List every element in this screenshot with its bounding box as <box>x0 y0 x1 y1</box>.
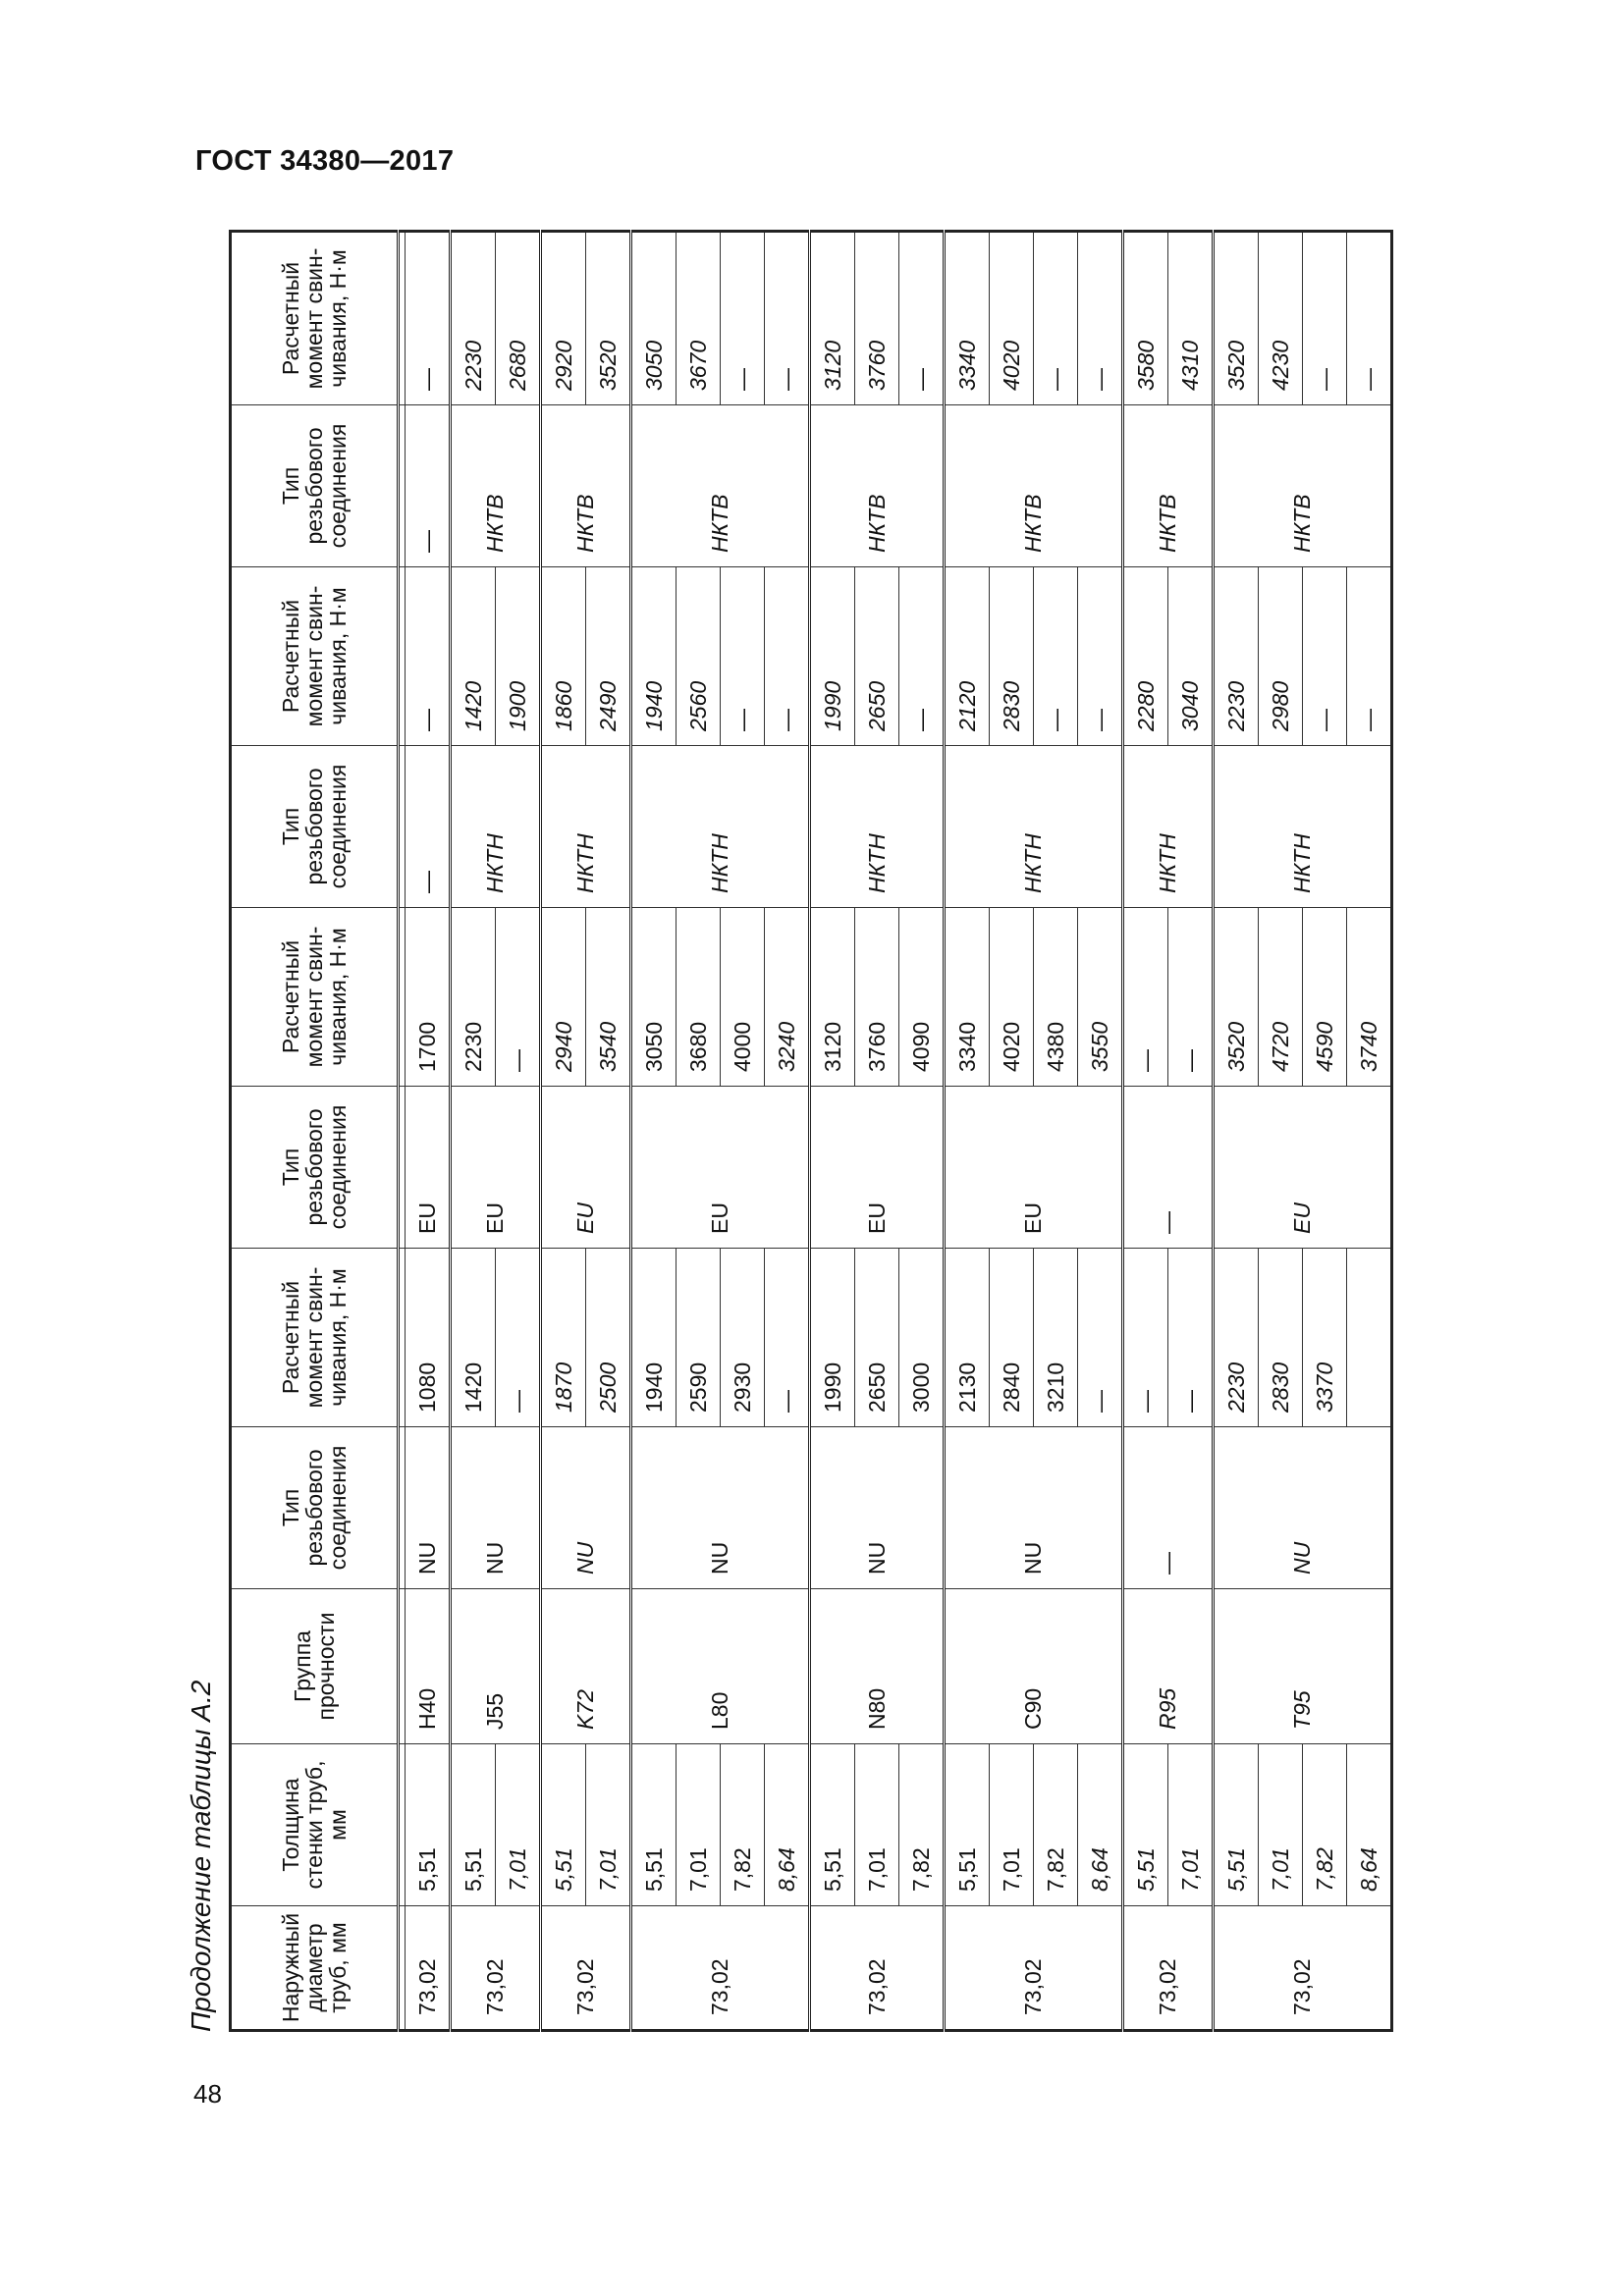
makeup-torque-1-cell: 1940 <box>631 1249 677 1427</box>
header-makeup-torque-2: Расчетный момент свин-чивания, Н·м <box>231 908 399 1087</box>
makeup-torque-2-cell: 4380 <box>1034 908 1078 1087</box>
thread-type-1-cell: NU <box>1214 1427 1392 1589</box>
thread-type-3-cell: НКТН <box>1214 746 1392 908</box>
makeup-torque-1-cell: — <box>765 1249 810 1427</box>
makeup-torque-2-cell: 3120 <box>810 908 855 1087</box>
table-row <box>631 232 677 2031</box>
strength-grade-cell: R95 <box>1123 1589 1214 1744</box>
makeup-torque-2-cell: 3050 <box>631 908 677 1087</box>
thread-type-2-cell: EU <box>631 1087 810 1249</box>
makeup-torque-1-cell: 2650 <box>855 1249 899 1427</box>
makeup-torque-1-cell: 2840 <box>990 1249 1034 1427</box>
makeup-torque-4-cell: 3580 <box>1123 232 1168 405</box>
thread-type-3-cell: НКТН <box>1123 746 1214 908</box>
thread-type-4-cell: НКТВ <box>1123 405 1214 567</box>
makeup-torque-3-cell: 2490 <box>586 567 631 746</box>
makeup-torque-4-cell: — <box>765 232 810 405</box>
makeup-torque-2-cell: 1700 <box>406 908 451 1087</box>
outer-diameter-cell: 73,02 <box>1214 1906 1392 2031</box>
makeup-torque-3-cell: 1420 <box>451 567 496 746</box>
table-row <box>945 232 990 2031</box>
table-row <box>406 232 451 2031</box>
makeup-torque-2-cell: 2940 <box>541 908 586 1087</box>
thread-type-3-cell: — <box>406 746 451 908</box>
thread-type-4-cell: — <box>406 405 451 567</box>
makeup-torque-3-cell: 2830 <box>990 567 1034 746</box>
table-group <box>945 232 1123 2031</box>
makeup-torque-1-cell: 1870 <box>541 1249 586 1427</box>
thread-type-3-cell: НКТН <box>631 746 810 908</box>
makeup-torque-2-cell: 4590 <box>1303 908 1347 1087</box>
makeup-torque-3-cell: 1990 <box>810 567 855 746</box>
thread-type-2-cell: EU <box>406 1087 451 1249</box>
table-row <box>451 232 496 2031</box>
makeup-torque-1-cell: 3210 <box>1034 1249 1078 1427</box>
makeup-torque-4-cell: — <box>899 232 945 405</box>
strength-grade-cell: C90 <box>945 1589 1123 1744</box>
torque-table <box>229 230 1393 2032</box>
header-strength-grade: Группа прочности <box>231 1589 399 1744</box>
makeup-torque-1-cell: 3000 <box>899 1249 945 1427</box>
makeup-torque-2-cell: 3520 <box>1214 908 1259 1087</box>
thread-type-2-cell: EU <box>945 1087 1123 1249</box>
makeup-torque-2-cell: 3760 <box>855 908 899 1087</box>
strength-grade-cell: L80 <box>631 1589 810 1744</box>
makeup-torque-1-cell <box>1347 1249 1392 1427</box>
thread-type-1-cell: NU <box>451 1427 541 1589</box>
thread-type-1-cell: NU <box>406 1427 451 1589</box>
makeup-torque-4-cell: — <box>1303 232 1347 405</box>
thread-type-1-cell: — <box>1123 1427 1214 1589</box>
wall-thickness-cell: 8,64 <box>765 1744 810 1906</box>
makeup-torque-1-cell: 2830 <box>1259 1249 1303 1427</box>
wall-thickness-cell: 8,64 <box>1347 1744 1392 1906</box>
table-row <box>1123 232 1168 2031</box>
makeup-torque-1-cell: 2230 <box>1214 1249 1259 1427</box>
makeup-torque-1-cell: 2130 <box>945 1249 990 1427</box>
makeup-torque-2-cell: 4720 <box>1259 908 1303 1087</box>
makeup-torque-2-cell: 3550 <box>1078 908 1123 1087</box>
makeup-torque-1-cell: — <box>1078 1249 1123 1427</box>
header-rule-cell <box>399 1427 406 1589</box>
makeup-torque-3-cell: 2560 <box>677 567 721 746</box>
table-group <box>1123 232 1214 2031</box>
makeup-torque-4-cell: 2680 <box>496 232 541 405</box>
wall-thickness-cell: 7,01 <box>586 1744 631 1906</box>
header-makeup-torque-3: Расчетный момент свин-чивания, Н·м <box>231 567 399 746</box>
strength-grade-cell: N80 <box>810 1589 945 1744</box>
outer-diameter-cell: 73,02 <box>631 1906 810 2031</box>
makeup-torque-3-cell: 2980 <box>1259 567 1303 746</box>
table-group <box>631 232 810 2031</box>
strength-grade-cell: T95 <box>1214 1589 1392 1744</box>
makeup-torque-1-cell: 1990 <box>810 1249 855 1427</box>
makeup-torque-4-cell: 4310 <box>1168 232 1214 405</box>
makeup-torque-1-cell: 2930 <box>721 1249 765 1427</box>
makeup-torque-4-cell: 4020 <box>990 232 1034 405</box>
thread-type-1-cell: NU <box>631 1427 810 1589</box>
wall-thickness-cell: 7,01 <box>1168 1744 1214 1906</box>
thread-type-2-cell: EU <box>541 1087 631 1249</box>
makeup-torque-3-cell: — <box>765 567 810 746</box>
outer-diameter-cell: 73,02 <box>541 1906 631 2031</box>
header-thread-type-4: Тип резьбового соединения <box>231 405 399 567</box>
wall-thickness-cell: 5,51 <box>631 1744 677 1906</box>
wall-thickness-cell: 5,51 <box>945 1744 990 1906</box>
makeup-torque-4-cell: — <box>1034 232 1078 405</box>
page-number: 48 <box>193 2079 222 2109</box>
thread-type-1-cell: NU <box>945 1427 1123 1589</box>
makeup-torque-4-cell: 3520 <box>586 232 631 405</box>
makeup-torque-1-cell: 3370 <box>1303 1249 1347 1427</box>
makeup-torque-4-cell: 3050 <box>631 232 677 405</box>
outer-diameter-cell: 73,02 <box>451 1906 541 2031</box>
makeup-torque-3-cell: 3040 <box>1168 567 1214 746</box>
makeup-torque-3-cell: — <box>899 567 945 746</box>
makeup-torque-2-cell: 4000 <box>721 908 765 1087</box>
header-rule-cell <box>399 1744 406 1906</box>
wall-thickness-cell: 7,01 <box>496 1744 541 1906</box>
wall-thickness-cell: 7,01 <box>990 1744 1034 1906</box>
wall-thickness-cell: 7,01 <box>855 1744 899 1906</box>
wall-thickness-cell: 5,51 <box>541 1744 586 1906</box>
table-row <box>541 232 586 2031</box>
strength-grade-cell: J55 <box>451 1589 541 1744</box>
makeup-torque-1-cell: 2590 <box>677 1249 721 1427</box>
wall-thickness-cell: 5,51 <box>810 1744 855 1906</box>
strength-grade-cell: K72 <box>541 1589 631 1744</box>
makeup-torque-2-cell: — <box>1123 908 1168 1087</box>
wall-thickness-cell: 7,01 <box>677 1744 721 1906</box>
makeup-torque-3-cell: — <box>1347 567 1392 746</box>
header-rule-cell <box>399 1087 406 1249</box>
makeup-torque-4-cell: 3520 <box>1214 232 1259 405</box>
makeup-torque-2-cell: 4020 <box>990 908 1034 1087</box>
header-thread-type-1: Тип резьбового соединения <box>231 1427 399 1589</box>
wall-thickness-cell: 7,82 <box>721 1744 765 1906</box>
header-rule-cell <box>399 232 406 405</box>
makeup-torque-3-cell: 1900 <box>496 567 541 746</box>
thread-type-2-cell: EU <box>810 1087 945 1249</box>
makeup-torque-4-cell: — <box>1347 232 1392 405</box>
thread-type-3-cell: НКТН <box>810 746 945 908</box>
header-rule-cell <box>399 567 406 746</box>
thread-type-2-cell: — <box>1123 1087 1214 1249</box>
header-thread-type-2: Тип резьбового соединения <box>231 1087 399 1249</box>
strength-grade-cell: H40 <box>406 1589 451 1744</box>
makeup-torque-3-cell: 2650 <box>855 567 899 746</box>
header-outer-diameter: Наружный диаметр труб, мм <box>231 1906 399 2031</box>
wall-thickness-cell: 7,82 <box>1303 1744 1347 1906</box>
makeup-torque-1-cell: 1420 <box>451 1249 496 1427</box>
makeup-torque-2-cell: 3680 <box>677 908 721 1087</box>
makeup-torque-2-cell: 3540 <box>586 908 631 1087</box>
wall-thickness-cell: 7,01 <box>1259 1744 1303 1906</box>
makeup-torque-4-cell: — <box>721 232 765 405</box>
table-group <box>810 232 945 2031</box>
makeup-torque-3-cell: 1940 <box>631 567 677 746</box>
makeup-torque-4-cell: 2230 <box>451 232 496 405</box>
makeup-torque-3-cell: — <box>1078 567 1123 746</box>
makeup-torque-1-cell: 2500 <box>586 1249 631 1427</box>
outer-diameter-cell: 73,02 <box>810 1906 945 2031</box>
thread-type-4-cell: НКТВ <box>631 405 810 567</box>
makeup-torque-3-cell: 2230 <box>1214 567 1259 746</box>
makeup-torque-3-cell: 2120 <box>945 567 990 746</box>
wall-thickness-cell: 8,64 <box>1078 1744 1123 1906</box>
standard-header: ГОСТ 34380—2017 <box>195 145 455 177</box>
wall-thickness-cell: 5,51 <box>1123 1744 1168 1906</box>
header-rule-cell <box>399 1589 406 1744</box>
header-rule-cell <box>399 405 406 567</box>
makeup-torque-2-cell: — <box>1168 908 1214 1087</box>
makeup-torque-3-cell: — <box>1034 567 1078 746</box>
thread-type-2-cell: EU <box>451 1087 541 1249</box>
thread-type-4-cell: НКТВ <box>1214 405 1392 567</box>
header-rule-cell <box>399 1906 406 2031</box>
makeup-torque-2-cell: — <box>496 908 541 1087</box>
makeup-torque-4-cell: 2920 <box>541 232 586 405</box>
thread-type-4-cell: НКТВ <box>945 405 1123 567</box>
wall-thickness-cell: 5,51 <box>451 1744 496 1906</box>
makeup-torque-1-cell: — <box>1168 1249 1214 1427</box>
outer-diameter-cell: 73,02 <box>406 1906 451 2031</box>
thread-type-1-cell: NU <box>541 1427 631 1589</box>
thread-type-1-cell: NU <box>810 1427 945 1589</box>
makeup-torque-3-cell: — <box>1303 567 1347 746</box>
thread-type-4-cell: НКТВ <box>451 405 541 567</box>
makeup-torque-1-cell: — <box>1123 1249 1168 1427</box>
wall-thickness-cell: 5,51 <box>406 1744 451 1906</box>
makeup-torque-4-cell: 3340 <box>945 232 990 405</box>
makeup-torque-4-cell: 3120 <box>810 232 855 405</box>
makeup-torque-4-cell: — <box>1078 232 1123 405</box>
makeup-torque-4-cell: 4230 <box>1259 232 1303 405</box>
makeup-torque-4-cell: 3670 <box>677 232 721 405</box>
table-row <box>810 232 855 2031</box>
table-header <box>231 232 406 2031</box>
thread-type-3-cell: НКТН <box>541 746 631 908</box>
makeup-torque-1-cell: 1080 <box>406 1249 451 1427</box>
makeup-torque-2-cell: 4090 <box>899 908 945 1087</box>
makeup-torque-2-cell: 2230 <box>451 908 496 1087</box>
makeup-torque-3-cell: — <box>406 567 451 746</box>
wall-thickness-cell: 7,82 <box>1034 1744 1078 1906</box>
header-rule-cell <box>399 908 406 1087</box>
thread-type-2-cell: EU <box>1214 1087 1392 1249</box>
makeup-torque-3-cell: 2280 <box>1123 567 1168 746</box>
table-caption: Продолжение таблицы А.2 <box>186 1680 216 2032</box>
makeup-torque-2-cell: 3740 <box>1347 908 1392 1087</box>
thread-type-3-cell: НКТН <box>451 746 541 908</box>
table-group <box>541 232 631 2031</box>
makeup-torque-3-cell: — <box>721 567 765 746</box>
table-group <box>451 232 541 2031</box>
outer-diameter-cell: 73,02 <box>945 1906 1123 2031</box>
makeup-torque-2-cell: 3340 <box>945 908 990 1087</box>
wall-thickness-cell: 5,51 <box>1214 1744 1259 1906</box>
makeup-torque-1-cell: — <box>496 1249 541 1427</box>
header-wall-thickness: Толщина стенки труб, мм <box>231 1744 399 1906</box>
header-rule-cell <box>399 1249 406 1427</box>
thread-type-4-cell: НКТВ <box>810 405 945 567</box>
makeup-torque-4-cell: — <box>406 232 451 405</box>
header-makeup-torque-1: Расчетный момент свин-чивания, Н·м <box>231 1249 399 1427</box>
header-rule-cell <box>399 746 406 908</box>
outer-diameter-cell: 73,02 <box>1123 1906 1214 2031</box>
makeup-torque-2-cell: 3240 <box>765 908 810 1087</box>
thread-type-3-cell: НКТН <box>945 746 1123 908</box>
thread-type-4-cell: НКТВ <box>541 405 631 567</box>
header-thread-type-3: Тип резьбового соединения <box>231 746 399 908</box>
makeup-torque-4-cell: 3760 <box>855 232 899 405</box>
table-group <box>406 232 451 2031</box>
makeup-torque-3-cell: 1860 <box>541 567 586 746</box>
table-row <box>1214 232 1259 2031</box>
header-makeup-torque-4: Расчетный момент свин-чивания, Н·м <box>231 232 399 405</box>
table-group <box>1214 232 1392 2031</box>
wall-thickness-cell: 7,82 <box>899 1744 945 1906</box>
